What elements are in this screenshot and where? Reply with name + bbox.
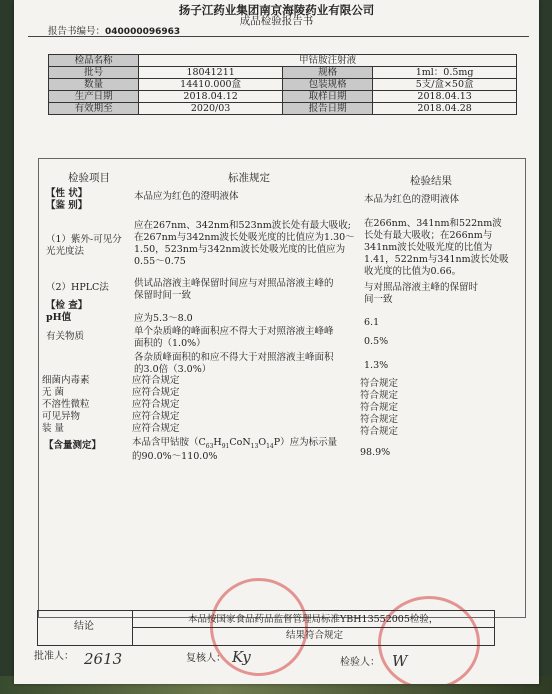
examination-label: 【检 查】 — [46, 300, 88, 311]
assay-standard-prefix: 本品含甲钴胺（C — [132, 437, 206, 448]
ph-label: pH值 — [46, 312, 72, 323]
related-standard-line4: 的3.0倍（3.0%） — [134, 364, 212, 375]
related-standard-line2: 面积的（1.0%） — [134, 338, 206, 349]
quantity-label: 数量 — [49, 79, 139, 91]
assay-label: 【含量测定】 — [44, 440, 102, 451]
uv-result-line5: 收光度的比值为0.66。 — [364, 266, 462, 277]
conclusion-label: 结论 — [74, 621, 94, 632]
inspector-signature: W — [392, 652, 408, 670]
character-label: 【性 状】 — [46, 188, 88, 199]
fill-volume-result: 符合规定 — [360, 426, 399, 437]
product-name-label: 检品名称 — [49, 55, 139, 67]
uv-label-line1: （1）紫外-可见分 — [46, 234, 122, 245]
hplc-standard-line1: 供试品溶液主峰保留时间应与对照品溶液主峰的 — [134, 278, 334, 289]
assay-standard-suffix: ）应为标示量 — [280, 437, 338, 448]
sterility-result: 符合规定 — [360, 390, 399, 401]
assay-standard-line2: 的90.0%～110.0% — [132, 451, 218, 462]
report-number-label: 报告书编号： — [48, 26, 106, 37]
reviewer-label: 复核人： — [186, 653, 226, 664]
hplc-result-line2: 间一致 — [364, 294, 393, 305]
endotoxin-label: 细菌内毒素 — [42, 375, 90, 386]
col-header-item: 检验项目 — [68, 172, 110, 184]
col-header-result: 检验结果 — [410, 175, 452, 187]
batch-value: 18041211 — [139, 67, 283, 79]
conclusion-mid-rule — [132, 627, 494, 628]
conclusion-box — [37, 610, 495, 646]
hplc-result-line1: 与对照品溶液主峰的保留时 — [364, 282, 479, 293]
assay-result: 98.9% — [360, 447, 391, 458]
uv-result-line3: 341nm波长处吸光度的比值为 — [364, 242, 493, 253]
quantity-value: 14410.000盒 — [139, 79, 283, 91]
formula-h: 91 — [221, 442, 230, 450]
uv-label-line2: 光光度法 — [46, 246, 85, 257]
report-title: 成品检验报告书 — [239, 15, 314, 27]
package-label: 包装规格 — [282, 79, 372, 91]
spec-label: 规格 — [282, 67, 372, 79]
report-number — [48, 23, 180, 37]
report-number-value: 040000096963 — [105, 27, 181, 37]
company-name: 扬子江药业集团南京海陵药业有限公司 — [178, 3, 375, 17]
sample-date-label: 取样日期 — [282, 91, 372, 103]
related-standard-line3: 各杂质峰面积的和应不得大于对照溶液主峰面积 — [134, 352, 334, 363]
assay-standard-line1: 本品含甲钴胺$(C_{63}H_{91}CoN_{13}O_{14}P)$应为标示量 — [132, 437, 338, 450]
product-name-value: 甲钴胺注射液 — [139, 55, 517, 67]
expiry-value: 2020/03 — [139, 103, 283, 115]
character-standard: 本品应为红色的澄明液体 — [134, 191, 239, 202]
hplc-label: （2）HPLC法 — [46, 282, 109, 293]
endotoxin-result: 符合规定 — [360, 378, 399, 389]
character-result: 本品为红色的澄明液体 — [364, 194, 460, 205]
formula-c: 63 — [205, 442, 214, 450]
sterility-standard: 应符合规定 — [132, 387, 180, 398]
product-info-table — [48, 54, 517, 115]
header-rule — [28, 36, 529, 37]
formula-co: CoN — [229, 437, 251, 448]
particulate-result: 符合规定 — [360, 402, 399, 413]
related-result-single: 0.5% — [364, 336, 389, 347]
ph-standard: 应为5.3～8.0 — [134, 313, 193, 324]
conclusion-text-line2: 结果符合规定 — [286, 630, 344, 641]
visible-particles-result: 符合规定 — [360, 414, 399, 425]
approver-signature: 2613 — [84, 650, 123, 668]
mfg-date-value: 2018.04.12 — [139, 91, 283, 103]
expiry-label: 有效期至 — [49, 103, 139, 115]
identification-label: 【鉴 别】 — [46, 200, 88, 211]
inspector-label: 检验人： — [340, 657, 380, 668]
report-page — [14, 0, 539, 684]
fill-volume-label: 装 量 — [42, 423, 65, 434]
visible-particles-label: 可见异物 — [42, 411, 81, 422]
col-header-standard: 标准规定 — [228, 172, 270, 184]
uv-standard-line4: 0.55～0.75 — [134, 256, 186, 267]
uv-result-line2: 长处有最大吸收；在266nm与 — [364, 230, 493, 241]
endotoxin-standard: 应符合规定 — [132, 375, 180, 386]
uv-result-line1: 在266nm、341nm和522nm波 — [364, 218, 502, 229]
ph-result: 6.1 — [364, 317, 380, 328]
hplc-standard-line2: 保留时间一致 — [134, 290, 192, 301]
uv-result-line4: 1.41，522nm与341nm波长处吸 — [364, 254, 509, 265]
fill-volume-standard: 应符合规定 — [132, 423, 180, 434]
related-substances-label: 有关物质 — [46, 331, 85, 342]
uv-standard-line3: 1.50，523nm与342nm波长处吸光度的比值应为 — [134, 244, 346, 255]
uv-standard-line2: 在267nm与342nm波长处吸光度的比值应为1.30～ — [134, 232, 355, 243]
spec-value: 1ml：0.5mg — [373, 67, 517, 79]
mfg-date-label: 生产日期 — [49, 91, 139, 103]
visible-particles-standard: 应符合规定 — [132, 411, 180, 422]
conclusion-text-line1: 本品按国家食品药品监督管理局标准YBH13552005检验， — [188, 614, 439, 625]
related-standard-line1: 单个杂质峰的峰面积应不得大于对照溶液主峰峰 — [134, 326, 334, 337]
sample-date-value: 2018.04.13 — [373, 91, 517, 103]
formula-p: 14 — [266, 442, 274, 450]
report-date-label: 报告日期 — [282, 103, 372, 115]
sterility-label: 无 菌 — [42, 387, 65, 398]
formula-p-atom: P — [273, 437, 281, 448]
formula-n: 13 — [250, 442, 259, 450]
particulate-standard: 应符合规定 — [132, 399, 180, 410]
approver-label: 批准人： — [34, 651, 74, 662]
particulate-label: 不溶性微粒 — [42, 399, 90, 410]
reviewer-signature: Ky — [232, 648, 251, 666]
related-result-total: 1.3% — [364, 360, 389, 371]
uv-standard-line1: 应在267nm、342nm和523nm波长处有最大吸收; — [134, 220, 351, 231]
batch-label: 批号 — [49, 67, 139, 79]
package-value: 5支/盒×50盒 — [373, 79, 517, 91]
report-date-value: 2018.04.28 — [373, 103, 517, 115]
conclusion-divider — [132, 611, 133, 645]
formula-o: O — [258, 437, 267, 448]
